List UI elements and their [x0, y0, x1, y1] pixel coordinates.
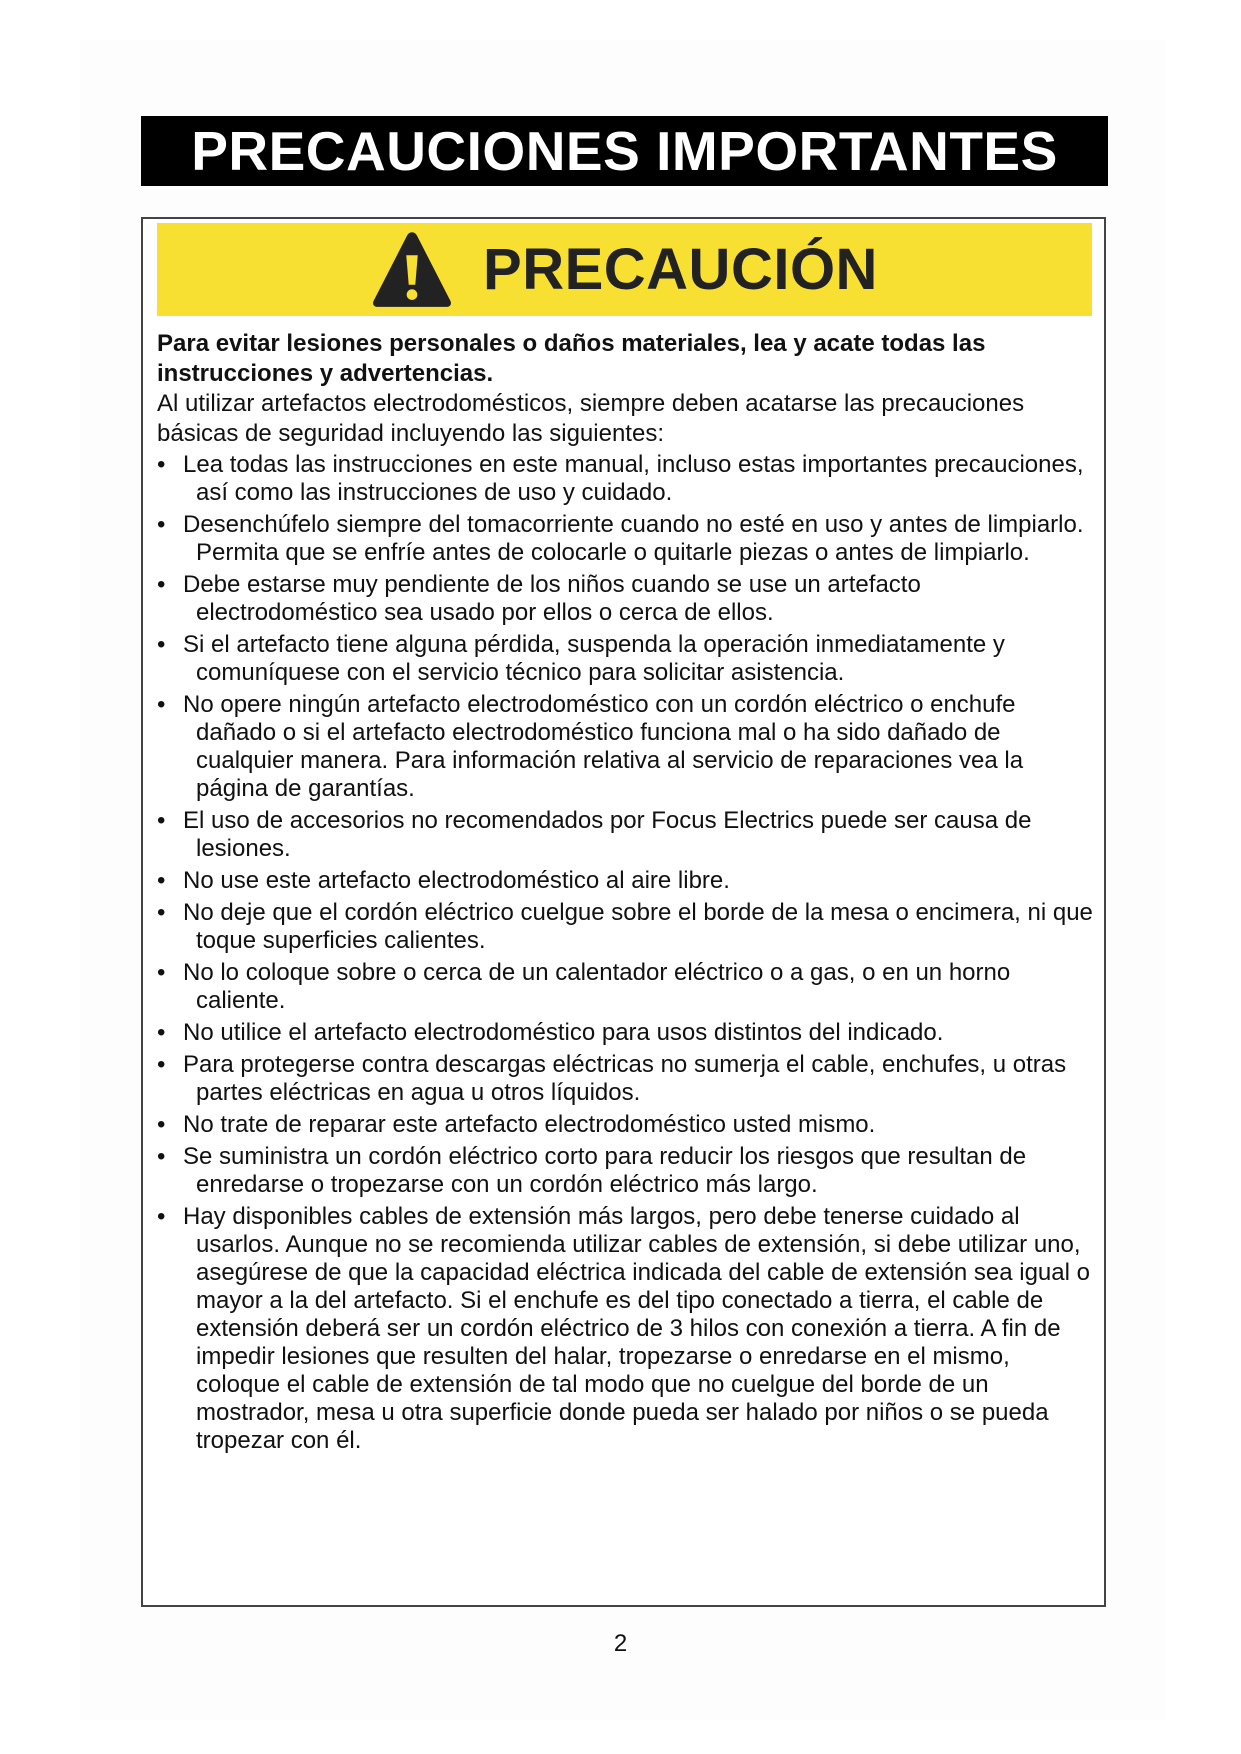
caution-banner-inner: [371, 229, 878, 311]
bullet-marker: •: [157, 807, 166, 834]
list-item-text: No use este artefacto electrodoméstico al aire libre.: [183, 867, 730, 894]
list-item: [157, 691, 1097, 803]
list-item: [157, 511, 1097, 567]
precautions-text: [157, 329, 1097, 1459]
list-item: [157, 867, 1097, 895]
list-item: [157, 1051, 1097, 1107]
intro-text: Al utilizar artefactos electrodomésticos, siempre deben acatarse las precauciones básicas de seguridad incluyendo las siguientes:: [157, 390, 1025, 447]
bullet-marker: •: [157, 451, 166, 478]
list-item-text: Se suministra un cordón eléctrico corto para reducir los riesgos que resultan de enredarse o tropezarse con un cordón eléctrico más largo.: [183, 1143, 1027, 1198]
list-item: [157, 571, 1097, 627]
list-item-text: No deje que el cordón eléctrico cuelgue sobre el borde de la mesa o encimera, ni que toque superficies calientes.: [183, 899, 1093, 954]
list-item-text: Lea todas las instrucciones en este manual, incluso estas importantes precauciones, así como las instrucciones de uso y cuidado.: [183, 451, 1084, 506]
list-item-text: No opere ningún artefacto electrodoméstico con un cordón eléctrico o enchufe dañado o si el artefacto electrodoméstico funciona mal o ha sido dañado de cualquier manera. Para información relativa al servicio de reparaciones vea la página de garantías.: [183, 691, 1024, 802]
bullet-marker: •: [157, 1019, 166, 1046]
page-number: 2: [613, 1630, 628, 1657]
list-item: [157, 807, 1097, 863]
caution-label: PRECAUCIÓN: [483, 236, 878, 302]
page-title: PRECAUCIONES IMPORTANTES: [191, 119, 1058, 182]
bullet-marker: •: [157, 691, 166, 718]
bullet-marker: •: [157, 1203, 166, 1230]
intro-bold-text: Para evitar lesiones personales o daños materiales, lea y acate todas las instrucciones y advertencias.: [157, 330, 986, 387]
list-item-text: No trate de reparar este artefacto electrodoméstico usted mismo.: [183, 1111, 876, 1138]
list-item-text: No lo coloque sobre o cerca de un calentador eléctrico o a gas, o en un horno caliente.: [183, 959, 1011, 1014]
bullet-marker: •: [157, 511, 166, 538]
precautions-list: [157, 451, 1097, 1455]
list-item-text: Si el artefacto tiene alguna pérdida, suspenda la operación inmediatamente y comuníquese con el servicio técnico para solicitar asistencia.: [183, 631, 1005, 686]
caution-banner: [157, 223, 1092, 316]
bullet-marker: •: [157, 571, 166, 598]
list-item: [157, 1203, 1097, 1455]
bullet-marker: •: [157, 867, 166, 894]
list-item-text: Desenchúfelo siempre del tomacorriente cuando no esté en uso y antes de limpiarlo. Permita que se enfríe antes de colocarle o quitarle piezas o antes de limpiarlo.: [183, 511, 1084, 566]
bullet-marker: •: [157, 959, 166, 986]
list-item: [157, 1019, 1097, 1047]
bullet-marker: •: [157, 1051, 166, 1078]
list-item: [157, 1111, 1097, 1139]
list-item-text: Hay disponibles cables de extensión más largos, pero debe tenerse cuidado al usarlos. Aunque no se recomienda utilizar cables de extensión, si debe utilizar uno, asegúrese de que la capacidad eléctrica indicada del cable de extensión sea igual o mayor a la del artefacto. Si el enchufe es del tipo conectado a tierra, el cable de extensión deberá ser un cordón eléctrico de 3 hilos con conexión a tierra. A fin de impedir lesiones que resulten del halar, tropezarse o enredarse en el mismo, coloque el cable de extensión de tal modo que no cuelgue del borde de un mostrador, mesa u otra superficie donde pueda ser halado por niños o se pueda tropezar con él.: [183, 1203, 1090, 1454]
page-title-bar: [141, 116, 1108, 186]
bullet-marker: •: [157, 631, 166, 658]
list-item: [157, 451, 1097, 507]
list-item-text: Para protegerse contra descargas eléctricas no sumerja el cable, enchufes, u otras partes eléctricas en agua u otros líquidos.: [183, 1051, 1067, 1106]
list-item: [157, 899, 1097, 955]
warning-triangle-icon: [371, 229, 453, 311]
list-item: [157, 1143, 1097, 1199]
precautions-box: [141, 217, 1106, 1607]
bullet-marker: •: [157, 899, 166, 926]
bullet-marker: •: [157, 1143, 166, 1170]
list-item: [157, 631, 1097, 687]
list-item-text: Debe estarse muy pendiente de los niños cuando se use un artefacto electrodoméstico sea usado por ellos o cerca de ellos.: [183, 571, 921, 626]
list-item: [157, 959, 1097, 1015]
list-item-text: El uso de accesorios no recomendados por Focus Electrics puede ser causa de lesiones.: [183, 807, 1032, 862]
bullet-marker: •: [157, 1111, 166, 1138]
list-item-text: No utilice el artefacto electrodoméstico para usos distintos del indicado.: [183, 1019, 944, 1046]
